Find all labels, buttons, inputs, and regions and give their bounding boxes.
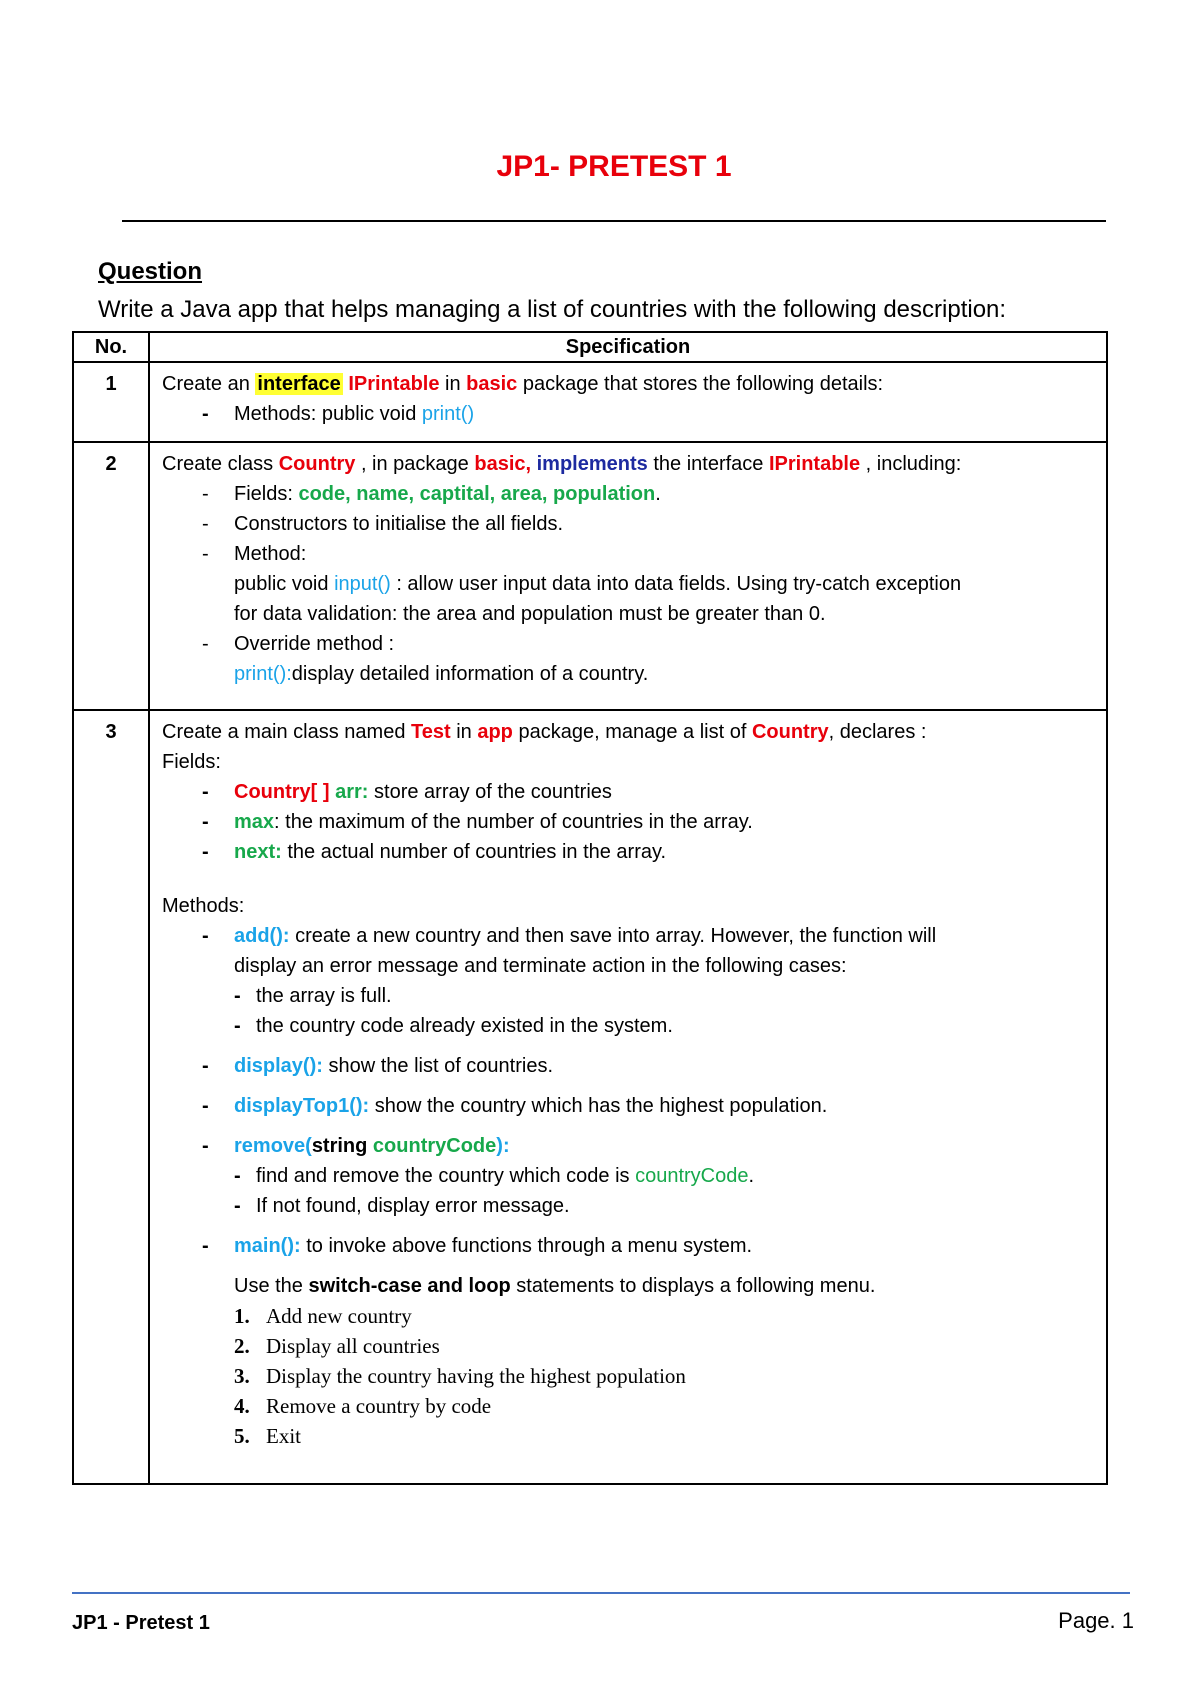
spec-cell-3 xyxy=(150,711,1106,1461)
list-item: - add(): create a new country and then save into array. However, the function will xyxy=(202,925,937,947)
table-row-2 xyxy=(73,442,1107,710)
list-item: - Constructors to initialise the all fields. xyxy=(202,513,564,535)
list-item-continuation: public void input() : allow user input data into data fields. Using try-catch exception xyxy=(234,573,962,595)
menu-option: 3. Display the country having the highest population xyxy=(234,1364,686,1388)
footer-title: JP1 - Pretest 1 xyxy=(72,1612,210,1634)
row-number: 3 xyxy=(105,721,117,743)
methods-label: Methods: xyxy=(162,895,245,917)
question-heading: Question xyxy=(98,258,203,285)
footer-divider xyxy=(72,1592,1130,1594)
sub-list-item: - the country code already existed in the system. xyxy=(234,1015,673,1037)
list-item: - main(): to invoke above functions through a menu system. xyxy=(202,1235,753,1257)
menu-option: 2. Display all countries xyxy=(234,1334,440,1358)
list-item: - next: the actual number of countries in the array. xyxy=(202,841,667,863)
page-title: JP1- PRETEST 1 xyxy=(496,150,732,183)
table-header-row xyxy=(73,332,1107,362)
list-item: - Fields: code, name, captital, area, population. xyxy=(202,483,661,505)
list-item-continuation: display an error message and terminate action in the following cases: xyxy=(234,955,847,977)
list-item: - Method: xyxy=(202,543,307,565)
list-item: - Override method : xyxy=(202,633,395,655)
row-number: 1 xyxy=(105,373,117,395)
spec-cell-2 xyxy=(150,443,1106,699)
page-number: Page. 1 xyxy=(1058,1608,1134,1633)
fields-label: Fields: xyxy=(162,751,221,773)
list-item: - display(): show the list of countries. xyxy=(202,1055,554,1077)
sub-list-item: - the array is full. xyxy=(234,985,392,1007)
list-item: - max: the maximum of the number of countries in the array. xyxy=(202,811,753,833)
highlight-keyword: interface xyxy=(257,373,341,395)
sub-list-item: - If not found, display error message. xyxy=(234,1195,570,1217)
title-divider xyxy=(122,220,1106,222)
sub-list-item: - find and remove the country which code is countryCode. xyxy=(234,1165,755,1187)
menu-option: 1. Add new country xyxy=(234,1304,412,1328)
menu-option: 5. Exit xyxy=(234,1424,301,1448)
spec-line: Create an interface IPrintable in basic package that stores the following details: xyxy=(162,373,884,395)
list-item: - Methods: public void print() xyxy=(202,403,475,425)
list-item: - Country[ ] arr: store array of the countries xyxy=(202,781,612,803)
header-no: No. xyxy=(73,332,149,362)
table-row-1 xyxy=(73,362,1107,442)
spec-line: Create class Country , in package basic, implements the interface IPrintable , including: xyxy=(162,453,962,475)
row-number: 2 xyxy=(105,453,117,475)
spec-cell-1 xyxy=(150,363,1106,439)
list-item: - remove(string countryCode): xyxy=(202,1135,510,1157)
spec-line: Create a main class named Test in app package, manage a list of Country, declares : xyxy=(162,721,927,743)
list-item-continuation: for data validation: the area and population must be greater than 0. xyxy=(234,603,826,625)
question-text: Write a Java app that helps managing a list of countries with the following description: xyxy=(98,296,1007,323)
list-item-continuation: Use the switch-case and loop statements to displays a following menu. xyxy=(234,1275,876,1297)
list-item-continuation: print():display detailed information of a country. xyxy=(234,663,649,685)
specification-table xyxy=(72,331,1108,1485)
table-row-3 xyxy=(73,710,1107,1484)
header-specification: Specification xyxy=(149,332,1107,362)
list-item: - displayTop1(): show the country which has the highest population. xyxy=(202,1095,828,1117)
menu-option: 4. Remove a country by code xyxy=(234,1394,492,1418)
